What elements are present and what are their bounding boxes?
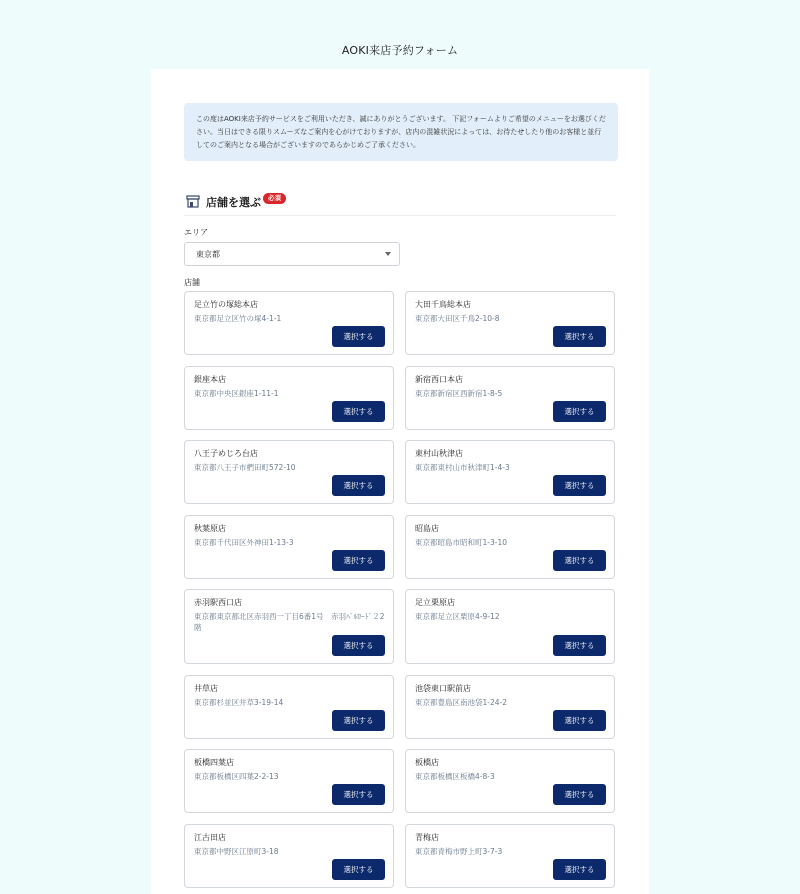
select-store-button[interactable]: 選択する [553, 550, 606, 571]
store-address: 東京都東村山市秋津町1-4-3 [415, 463, 510, 472]
select-store-button[interactable]: 選択する [553, 401, 606, 422]
store-name: 秋葉原店 [194, 524, 226, 533]
select-store-button[interactable]: 選択する [332, 784, 385, 805]
select-store-button[interactable]: 選択する [332, 326, 385, 347]
select-store-button[interactable]: 選択する [553, 475, 606, 496]
store-address: 東京都新宿区西新宿1-8-5 [415, 389, 503, 398]
store-name: 池袋東口駅前店 [415, 684, 471, 693]
area-label: エリア [184, 228, 208, 237]
store-name: 八王子めじろ台店 [194, 449, 258, 458]
store-card [405, 515, 615, 579]
select-store-button[interactable]: 選択する [332, 550, 385, 571]
store-card [405, 291, 615, 355]
store-card [184, 366, 394, 430]
store-address: 東京都大田区千鳥2-10-8 [415, 314, 500, 323]
store-card [184, 589, 394, 664]
store-card [184, 291, 394, 355]
store-card [405, 749, 615, 813]
store-address: 東京都千代田区外神田1-13-3 [194, 538, 294, 547]
store-icon [186, 195, 200, 208]
store-name: 赤羽駅西口店 [194, 598, 242, 607]
store-name: 井草店 [194, 684, 218, 693]
store-address: 東京都杉並区井草3-19-14 [194, 698, 284, 707]
store-name: 東村山秋津店 [415, 449, 463, 458]
store-address: 東京都足立区竹の塚4-1-1 [194, 314, 282, 323]
store-address: 東京都足立区栗原4-9-12 [415, 612, 500, 621]
store-name: 板橋店 [415, 758, 439, 767]
select-store-button[interactable]: 選択する [332, 635, 385, 656]
store-name: 昭島店 [415, 524, 439, 533]
select-store-button[interactable]: 選択する [332, 401, 385, 422]
select-store-button[interactable]: 選択する [553, 784, 606, 805]
store-name: 新宿西口本店 [415, 375, 463, 384]
store-name: 青梅店 [415, 833, 439, 842]
chevron-down-icon [385, 252, 391, 256]
section-title: 店舗を選ぶ [206, 196, 261, 209]
store-label: 店舗 [184, 278, 200, 287]
store-address: 東京都昭島市昭和町1-3-10 [415, 538, 507, 547]
store-name: 銀座本店 [194, 375, 226, 384]
store-name: 足立栗原店 [415, 598, 455, 607]
section-header [184, 191, 616, 216]
select-store-button[interactable]: 選択する [553, 326, 606, 347]
store-card [184, 515, 394, 579]
store-address: 東京都板橋区四葉2-2-13 [194, 772, 279, 781]
area-select-value: 東京都 [196, 250, 220, 259]
store-address: 東京都豊島区南池袋1-24-2 [415, 698, 507, 707]
area-select[interactable] [184, 242, 400, 266]
store-address: 東京都青梅市野上町3-7-3 [415, 847, 503, 856]
notice-box: この度はAOKI来店予約サービスをご利用いただき、誠にありがとうございます。 下記フォームよりご希望のメニューをお選びください。当日はできる限りスムーズなご案内を心がけておりますが、店内の混雑状況によっては、お待たせしたり他のお客様と並行してのご案内となる場合がございますのであらかじめご了承ください。 [184, 103, 618, 161]
select-store-button[interactable]: 選択する [332, 710, 385, 731]
select-store-button[interactable]: 選択する [332, 475, 385, 496]
store-address: 東京都八王子市椚田町572-10 [194, 463, 296, 472]
store-address: 東京都中野区江原町3-18 [194, 847, 279, 856]
store-card [184, 440, 394, 504]
store-card [184, 675, 394, 739]
store-address: 東京都東京都北区赤羽西一丁目6番1号 赤羽ﾊﾟﾙﾛｰﾄﾞ２2階 [194, 612, 385, 632]
store-name: 板橋四葉店 [194, 758, 234, 767]
store-card [405, 366, 615, 430]
store-address: 東京都中央区銀座1-11-1 [194, 389, 279, 398]
required-badge: 必須 [263, 193, 286, 204]
page-title: AOKI来店予約フォーム [341, 44, 459, 57]
store-name: 江古田店 [194, 833, 226, 842]
store-card [405, 440, 615, 504]
store-name: 大田千鳥総本店 [415, 300, 471, 309]
store-address: 東京都板橋区板橋4-8-3 [415, 772, 495, 781]
select-store-button[interactable]: 選択する [553, 859, 606, 880]
select-store-button[interactable]: 選択する [332, 859, 385, 880]
store-card [184, 749, 394, 813]
store-card [184, 824, 394, 888]
store-card [405, 589, 615, 664]
store-card [405, 675, 615, 739]
store-card [405, 824, 615, 888]
form-card [151, 69, 649, 894]
select-store-button[interactable]: 選択する [553, 710, 606, 731]
select-store-button[interactable]: 選択する [553, 635, 606, 656]
store-name: 足立竹の塚総本店 [194, 300, 258, 309]
